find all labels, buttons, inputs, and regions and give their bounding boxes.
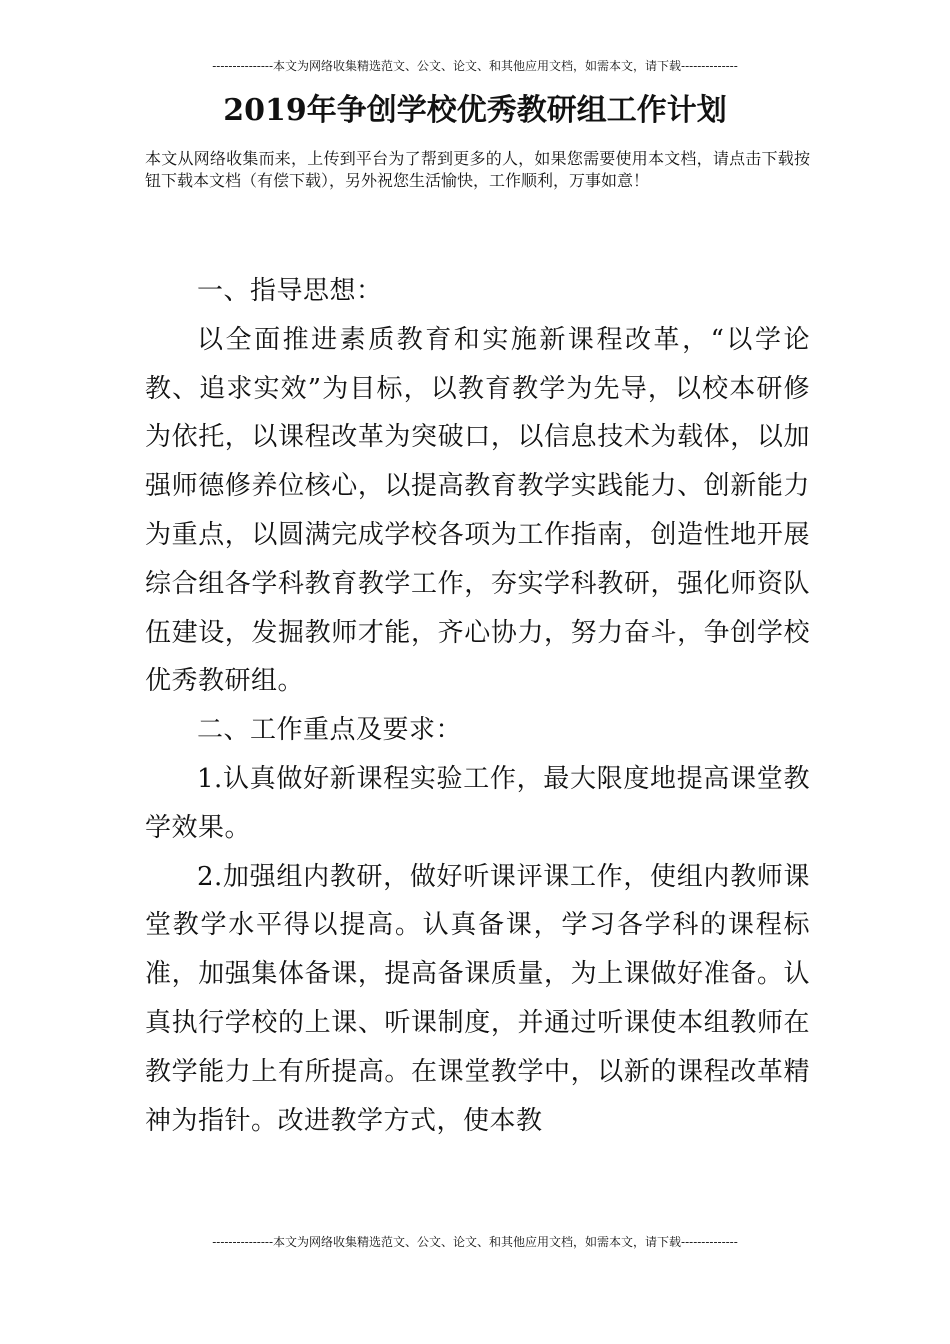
page-header: ---------------本文为网络收集精选范文、公文、论文、和其他应用文档，如需本文，请下载-------------- — [212, 59, 738, 73]
section-heading-work-focus: 二、工作重点及要求： — [197, 715, 463, 746]
section-heading-guiding-thought: 一、指导思想： — [197, 276, 383, 306]
document-title: 2019年争创学校优秀教研组工作计划 — [223, 93, 727, 128]
page-footer: ---------------本文为网络收集精选范文、公文、论文、和其他应用文档，如需本文，请下载-------------- — [212, 1235, 738, 1249]
body-paragraph: 以全面推进素质教育和实施新课程改革，“以学论教、追求实效”为目标，以教育教学为先导，以校本研修为依托，以课程改革为突破口，以信息技术为载体，以加强师德修养位核心，以提高教育教学实践能力、创新能力为重点，以圆满完成学校各项为工作指南，创造性地开展综合组各学科教育教学工作，夯实学科教研，强化师资队伍建设，发掘教师才能，齐心协力，努力奋斗，争创学校优秀教研组。 — [145, 324, 810, 697]
document-body — [145, 267, 810, 1145]
body-paragraph: 1.认真做好新课程实验工作，最大限度地提高课堂教学效果。 — [145, 763, 810, 843]
intro-paragraph: 本文从网络收集而来，上传到平台为了帮到更多的人，如果您需要使用本文档，请点击下载按钮下载本文档（有偿下载），另外祝您生活愉快，工作顺利，万事如意！ — [145, 149, 810, 190]
body-paragraph: 2.加强组内教研，做好听课评课工作，使组内教师课堂教学水平得以提高。认真备课，学习各学科的课程标准，加强集体备课，提高备课质量，为上课做好准备。认真执行学校的上课、听课制度，并通过听课使本组教师在教学能力上有所提高。在课堂教学中，以新的课程改革精神为指针。改进教学方式，使本教 — [145, 861, 810, 1136]
